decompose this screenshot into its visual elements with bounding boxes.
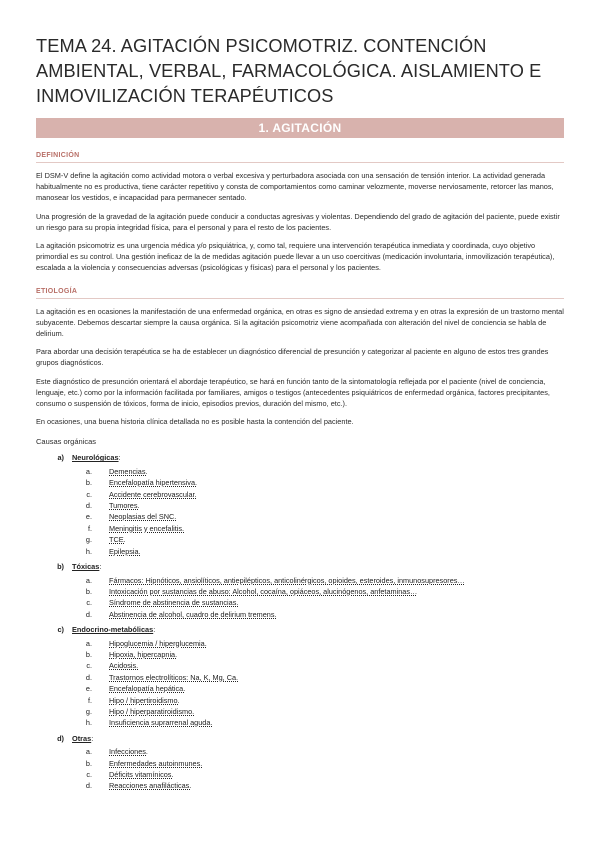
cause-item [36,672,564,683]
cause-item-text: Hipoglucemia / hiperglucemia. [109,638,207,648]
cause-item-letter: h. [85,718,92,728]
cause-item-letter: e. [85,512,92,522]
cause-item-text: Demencias. [109,466,148,476]
cause-items-list [36,638,564,729]
cause-item [36,746,564,757]
cause-item-letter: a. [85,575,92,585]
causes-list [36,452,564,791]
cause-group [36,624,564,729]
cause-item-text: Acidosis. [109,661,139,671]
cause-item-letter: a. [85,747,92,757]
cause-item [36,638,564,649]
cause-item [36,609,564,620]
document-title: TEMA 24. AGITACIÓN PSICOMOTRIZ. CONTENCIÓN AMBIENTAL, VERBAL, FARMACOLÓGICA. AISLAMIENTO E INMOVILIZACIÓN TERAPÉUTICOS [36,36,542,106]
cause-item [36,758,564,769]
cause-item [36,660,564,671]
cause-item-text: Neoplasias del SNC. [109,512,177,522]
cause-item [36,523,564,534]
causes-label: Causas orgánicas [36,437,97,447]
cause-item-letter: g. [85,535,92,545]
cause-item-letter: h. [85,546,92,556]
cause-item [36,534,564,545]
cause-item [36,649,564,660]
cause-item-text: Fármacos: Hipnóticos, ansiolíticos, antiepilépticos, anticolinérgicos, opioides, esteroides, inmunosupresores… [109,575,465,585]
cause-group-letter: b) [57,562,64,572]
cause-item-text: Déficits vitamínicos. [109,770,174,780]
paragraph: Este diagnóstico de presunción orientará el abordaje terapéutico, se hará en función tanto de la sintomatología reflejada por el paciente (nivel de conciencia, lenguaje, etc.) como por la información facilitada por familiares, amigos o testigos (antecedentes psiquiátricos de enfermedad orgánica, factores precipitantes, consumo o suspensión de tóxicos, forma de inicio, episodios previos, duración del mismo, etc.). [36,376,550,409]
cause-item-text: Hipo / hipertiroidismo. [109,695,180,705]
cause-item-letter: a. [85,638,92,648]
cause-group [36,452,564,557]
section-header-agitacion: 1. AGITACIÓN [36,118,564,138]
document-page [36,34,564,796]
cause-item-text: Abstinencia de alcohol, cuadro de delirium tremens. [109,609,277,619]
cause-group-suffix: : [118,453,121,463]
cause-item [36,489,564,500]
cause-items-list [36,575,564,621]
cause-item [36,546,564,557]
paragraph: Una progresión de la gravedad de la agitación puede conducir a conductas agresivas y violentas. Dependiendo del grado de agitación del paciente, puede existir un riesgo para su propia integridad física, para el personal y para el resto de los pacientes. [36,211,560,232]
cause-item-text: Insuficiencia suprarrenal aguda. [109,718,213,728]
cause-item-letter: d. [85,672,92,682]
cause-item-text: Encefalopatía hepática. [109,684,186,694]
cause-group [36,733,564,792]
cause-group-letter: c) [57,625,64,635]
cause-item-text: Intoxicación por sustancias de abuso: Alcohol, cocaína, opiáceos, alucinógenos, anfetaminas… [109,586,418,596]
cause-item-letter: e. [85,684,92,694]
paragraph: El DSM-V define la agitación como actividad motora o verbal excesiva y perturbadora asociada con una sensación de tensión interior. La actividad generada habitualmente no es productiva, tiene carácter repetitivo y consta de comportamientos como caminar velozmente, moverse nerviosamente, retorcer las manos, manosear los vestidos, e incapacidad para permanecer sentado. [36,171,554,203]
cause-item [36,511,564,522]
cause-group-name: Neurológicas [72,453,119,463]
cause-item [36,500,564,511]
cause-item-letter: b. [85,586,92,596]
cause-item-text: Síndrome de abstinencia de sustancias. [109,598,239,608]
cause-item-text: Meningitis y encefalitis. [109,523,185,533]
cause-item [36,575,564,586]
cause-item-text: Hipo / hiperparatiroidismo. [109,706,195,716]
cause-item-text: Enfermedades autoinmunes. [109,758,203,768]
cause-item [36,477,564,488]
paragraph: La agitación es en ocasiones la manifestación de una enfermedad orgánica, en otras es signo de ansiedad extrema y en otras la expresión de un trastorno mental subyacente. Debemos descartar siempre la causa orgánica. Si la agitación psicomotriz viene acompañada con alteración del nivel de conciencia se habla de delirium. [36,306,564,339]
cause-item [36,706,564,717]
paragraph: La agitación psicomotriz es una urgencia médica y/o psiquiátrica, y, como tal, requiere una intervención terapéutica inmediata y coordinada, cuyo objetivo primordial es su control. Una gestión ineficaz de la de medidas agitación puede llevar a un uso coercitivas (medicación involuntaria, inmovilización terapéutica), escalada a la violencia y consecuencias adversas (psicológicas y físicas) para el personal y los pacientes. [36,241,555,273]
cause-item-letter: b. [85,758,92,768]
cause-group-suffix: : [153,625,156,635]
subsection-heading-definicion: DEFINICIÓN [36,152,564,163]
cause-item-letter: f. [87,695,92,705]
cause-item [36,586,564,597]
cause-items-list [36,466,564,557]
cause-item-letter: c. [86,489,92,499]
cause-item-text: Epilepsia. [109,546,141,556]
cause-item-letter: f. [87,523,92,533]
cause-item-text: Infecciones. [109,747,148,757]
cause-item-letter: c. [86,770,92,780]
cause-item [36,466,564,477]
cause-item [36,695,564,706]
cause-group-suffix: : [99,562,102,572]
cause-group-name: Endocrino-metabólicas [72,625,154,635]
cause-item-letter: a. [85,466,92,476]
cause-item [36,717,564,728]
paragraph: Para abordar una decisión terapéutica se ha de establecer un diagnóstico diferencial de presunción y categorizar al paciente en alguno de estos tres grandes grupos diagnósticos. [36,347,549,368]
cause-group [36,561,564,620]
cause-item-letter: b. [85,649,92,659]
cause-item-letter: d. [85,781,92,791]
cause-group-name: Otras [72,733,92,743]
cause-item-text: Accidente cerebrovascular. [109,489,197,499]
cause-item [36,597,564,608]
cause-group-name: Tóxicas [72,562,100,572]
cause-items-list [36,746,564,792]
cause-item-letter: d. [85,501,92,511]
subsection-heading-etiologia: ETIOLOGÍA [36,288,564,299]
cause-group-suffix: : [91,733,94,743]
cause-item-text: Hipoxia, hipercapnia. [109,649,178,659]
cause-item-letter: c. [86,661,92,671]
cause-group-letter: d) [57,733,64,743]
cause-item-text: Trastornos electrolíticos: Na, K, Mg, Ca. [109,672,239,682]
cause-item-letter: g. [85,706,92,716]
cause-item-text: Tumores. [109,501,140,511]
cause-item-letter: c. [86,598,92,608]
cause-item [36,769,564,780]
cause-item [36,780,564,791]
paragraph: En ocasiones, una buena historia clínica detallada no es posible hasta la contención del paciente. [36,417,354,427]
cause-group-letter: a) [57,453,64,463]
cause-item [36,683,564,694]
cause-item-letter: d. [85,609,92,619]
cause-item-text: TCE. [109,535,126,545]
cause-item-text: Encefalopatía hipertensiva. [109,478,198,488]
cause-item-letter: b. [85,478,92,488]
cause-item-text: Reacciones anafilácticas. [109,781,192,791]
